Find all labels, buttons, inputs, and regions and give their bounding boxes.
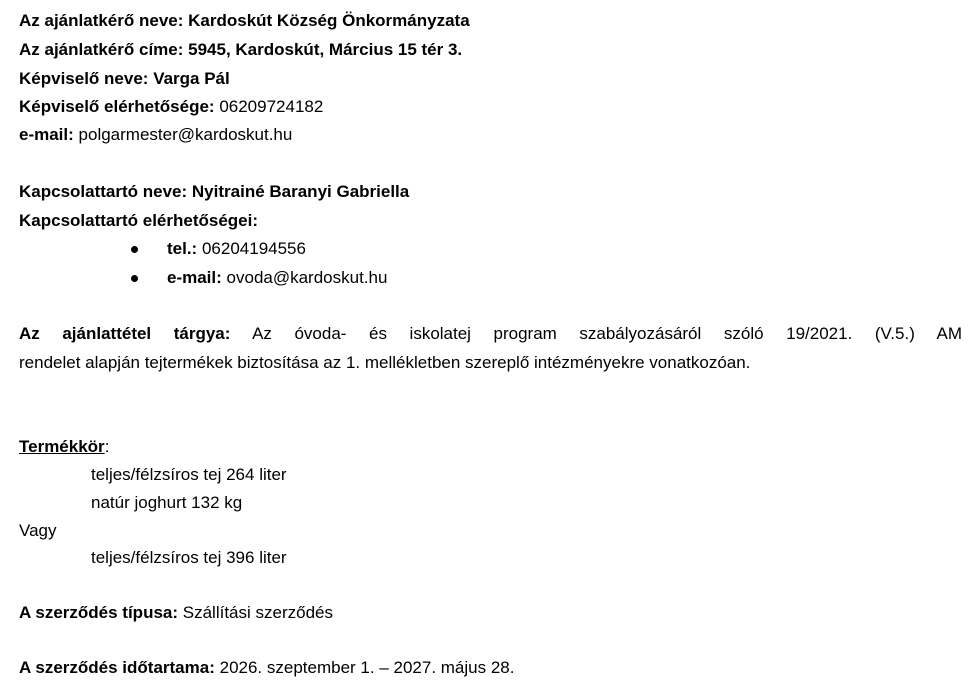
representative-name-line — [19, 69, 230, 89]
contracting-name-value: Kardoskút Község Önkormányzata — [188, 11, 470, 30]
products-or-line — [19, 521, 57, 541]
product-option1-item1: teljes/félzsíros tej 264 liter — [91, 465, 287, 484]
product-item — [91, 548, 287, 568]
representative-name-label: Képviselő neve: — [19, 69, 149, 88]
contact-tel-label: tel.: — [167, 239, 198, 258]
subject-label: Az ajánlattétel tárgya: — [19, 324, 231, 343]
contract-type-line — [19, 603, 333, 623]
contract-duration-line — [19, 658, 514, 678]
bullet-icon — [131, 246, 138, 253]
product-option1-item2: natúr joghurt 132 kg — [91, 493, 243, 512]
contracting-address-value: 5945, Kardoskút, Március 15 tér 3. — [188, 40, 463, 59]
contracting-address-label: Az ajánlatkérő címe: — [19, 40, 184, 59]
contact-name-line — [19, 182, 409, 202]
contract-type-label: A szerződés típusa: — [19, 603, 179, 622]
representative-contact-line — [19, 97, 323, 117]
contact-details-label: Kapcsolattartó elérhetőségei: — [19, 211, 259, 230]
contact-email-item — [167, 268, 387, 288]
products-or: Vagy — [19, 521, 57, 540]
subject-text-1: Az óvoda- és iskolatej program szabályozásáról szóló 19/2021. (V.5.) AM — [252, 324, 962, 343]
product-item — [91, 465, 287, 485]
subject-line-2 — [19, 353, 750, 373]
contract-duration-value: 2026. szeptember 1. – 2027. május 28. — [219, 658, 515, 677]
contracting-email-line — [19, 125, 292, 145]
product-option2-item1: teljes/félzsíros tej 396 liter — [91, 548, 287, 567]
products-heading — [19, 437, 109, 457]
contracting-name-line — [19, 11, 470, 31]
contracting-address-line — [19, 40, 462, 60]
representative-contact-value: 06209724182 — [219, 97, 324, 116]
subject-line-1 — [19, 324, 962, 344]
products-label: Termékkör — [19, 437, 105, 456]
contract-duration-label: A szerződés időtartama: — [19, 658, 215, 677]
contact-name-value: Nyitrainé Baranyi Gabriella — [191, 182, 410, 201]
bullet-icon — [131, 275, 138, 282]
contact-email-label: e-mail: — [167, 268, 222, 287]
contract-type-value: Szállítási szerződés — [182, 603, 333, 622]
representative-contact-label: Képviselő elérhetősége: — [19, 97, 215, 116]
products-colon: : — [104, 437, 110, 456]
contact-details-heading — [19, 211, 258, 231]
contracting-name-label: Az ajánlatkérő neve: — [19, 11, 184, 30]
contact-tel-item — [167, 239, 306, 259]
contact-name-label: Kapcsolattartó neve: — [19, 182, 188, 201]
representative-name-value: Varga Pál — [153, 69, 230, 88]
contracting-email-value: polgarmester@kardoskut.hu — [78, 125, 293, 144]
contact-tel-value: 06204194556 — [201, 239, 306, 258]
contracting-email-label: e-mail: — [19, 125, 74, 144]
contact-email-value: ovoda@kardoskut.hu — [226, 268, 388, 287]
subject-text-2: rendelet alapján tejtermékek biztosítása az 1. mellékletben szereplő intézményekre vonatkozóan. — [19, 353, 751, 372]
product-item — [91, 493, 242, 513]
